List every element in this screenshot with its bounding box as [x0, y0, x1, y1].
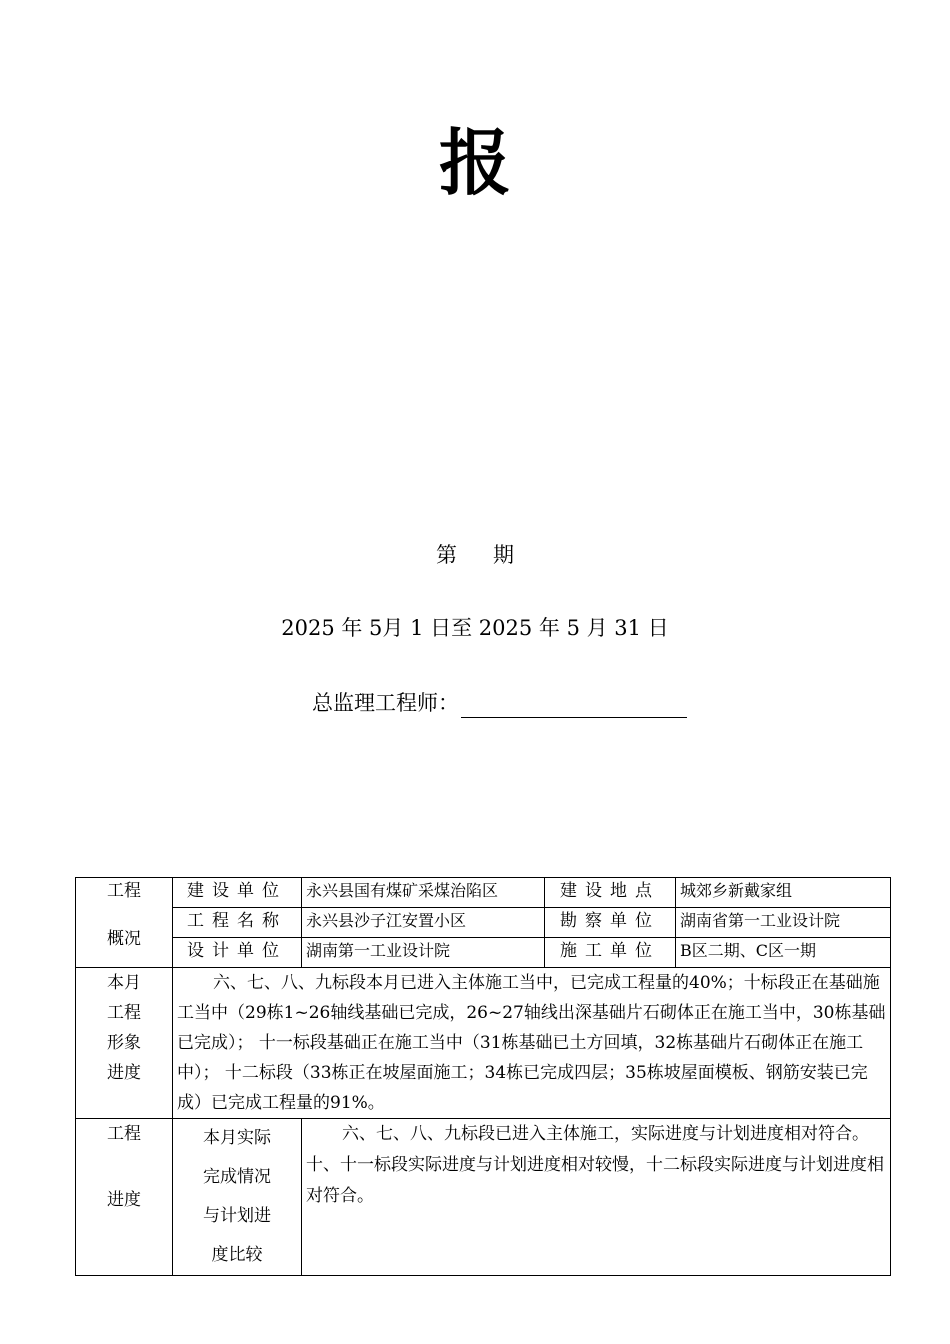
- overview-label-2: 概况: [107, 929, 141, 949]
- project-name-value: 永兴县沙子江安置小区: [302, 908, 545, 938]
- compare-label-line: 与计划进: [203, 1206, 271, 1226]
- builder-unit-label: 施工单位: [545, 938, 676, 968]
- issue-number: [0, 540, 950, 570]
- report-title: 报: [438, 120, 511, 205]
- progress-label-line: 形象: [107, 1033, 141, 1053]
- project-report-table: [75, 877, 891, 1276]
- report-period: 2025 年 5月 1 日至 2025 年 5 月 31 日: [281, 616, 669, 640]
- chief-engineer-line: [312, 688, 687, 718]
- table-row: [76, 908, 891, 938]
- issue-suffix: 期: [493, 543, 514, 567]
- progress-label-line: 本月: [107, 973, 141, 993]
- schedule-label-1: 工程: [107, 1124, 141, 1144]
- compare-label-line: 完成情况: [203, 1167, 271, 1187]
- schedule-label-cell: [76, 1119, 173, 1276]
- progress-label-cell: [76, 968, 173, 1119]
- table-row: [76, 1119, 891, 1276]
- issue-prefix: 第: [436, 543, 457, 567]
- survey-unit-label: 勘察单位: [545, 908, 676, 938]
- builder-unit-value: B区二期、C区一期: [676, 938, 891, 968]
- survey-unit-value: 湖南省第一工业设计院: [676, 908, 891, 938]
- overview-label-1: 工程: [107, 881, 141, 901]
- table-row: [76, 968, 891, 1119]
- design-unit-value: 湖南第一工业设计院: [302, 938, 545, 968]
- table-row: [76, 878, 891, 908]
- signature-blank: [461, 693, 687, 718]
- compare-label-line: 度比较: [211, 1245, 263, 1265]
- progress-label-line: 进度: [107, 1063, 141, 1083]
- overview-label-cell: [76, 878, 173, 968]
- chief-engineer-label: 总监理工程师：: [312, 691, 459, 715]
- construction-unit-label: 建设单位: [173, 878, 302, 908]
- construction-site-value: 城郊乡新戴家组: [676, 878, 891, 908]
- progress-label-line: 工程: [107, 1003, 141, 1023]
- compare-label-cell: [173, 1119, 302, 1276]
- construction-site-label: 建设地点: [545, 878, 676, 908]
- construction-unit-value: 永兴县国有煤矿采煤治陷区: [302, 878, 545, 908]
- project-name-label: 工程名称: [173, 908, 302, 938]
- schedule-label-2: 进度: [107, 1190, 141, 1210]
- progress-comparison-text: 六、七、八、九标段已进入主体施工，实际进度与计划进度相对符合。十、十一标段实际进度与计划进度相对较慢，十二标段实际进度与计划进度相对符合。: [302, 1119, 891, 1276]
- design-unit-label: 设计单位: [173, 938, 302, 968]
- compare-label-line: 本月实际: [203, 1128, 271, 1148]
- table-row: [76, 938, 891, 968]
- monthly-progress-text: 六、七、八、九标段本月已进入主体施工当中，已完成工程量的40%；十标段正在基础施工当中（29栋1~26轴线基础已完成，26~27轴线出深基础片石砌体正在施工当中，30栋基础已完成）； 十一标段基础正在施工当中（31栋基础已土方回填，32栋基础片石砌体正在施工中）； 十二标段（33栋正在坡屋面施工；34栋已完成四层；35栋坡屋面模板、钢筋安装已完成）已完成工程量的91%。: [173, 968, 891, 1119]
